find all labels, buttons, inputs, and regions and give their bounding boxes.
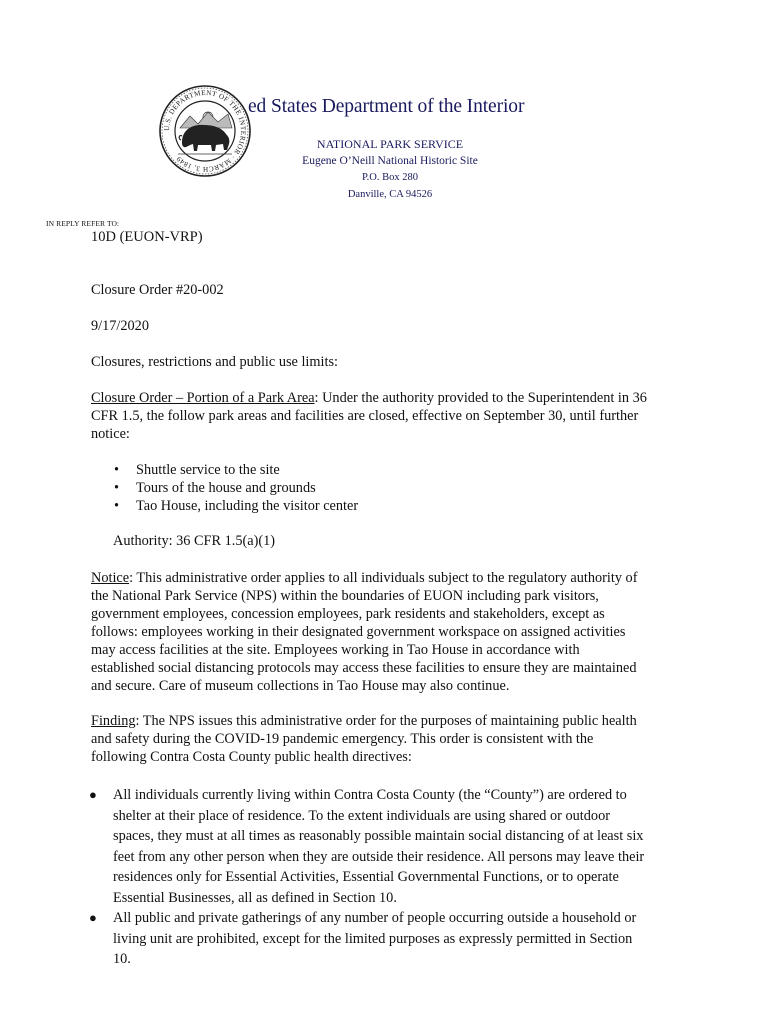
directive-line: shelter at their place of residence. To the extent individuals are using shared or outdoor bbox=[113, 807, 610, 824]
closure-line: : Under the authority provided to the Superintendent in 36 bbox=[314, 390, 647, 406]
closure-list bbox=[112, 461, 358, 515]
list-item bbox=[88, 908, 644, 970]
address-box: P.O. Box 280 bbox=[361, 172, 418, 183]
seal-ring-text: U.S. DEPARTMENT OF THE INTERIOR · MARCH 3, 1849 bbox=[162, 88, 248, 174]
bullet-icon: • bbox=[114, 462, 120, 478]
reference-code: 10D (EUON-VRP) bbox=[91, 229, 203, 245]
list-item-text: Shuttle service to the site bbox=[136, 462, 280, 478]
reply-refer-label: IN REPLY REFER TO: bbox=[46, 219, 120, 228]
list-item bbox=[112, 479, 358, 497]
list-item-text: Tao House, including the visitor center bbox=[136, 498, 359, 514]
notice-line: the National Park Service (NPS) within the boundaries of EUON including park visitors, bbox=[91, 588, 599, 604]
list-item-text: Tours of the house and grounds bbox=[136, 480, 316, 496]
directive-line: feet from any other person when they are outside their residence. All persons may leave their bbox=[113, 848, 645, 865]
notice-line: may access facilities at the site. Employees working in Tao House in accordance with bbox=[91, 642, 580, 658]
notice-label: Notice bbox=[91, 570, 130, 586]
finding-line: : The NPS issues this administrative order for the purposes of maintaining public health bbox=[135, 713, 637, 729]
directives-list bbox=[88, 785, 644, 970]
notice-line: and secure. Care of museum collections in Tao House may also continue. bbox=[91, 678, 510, 694]
directive-line: 10. bbox=[113, 951, 131, 967]
order-date: 9/17/2020 bbox=[91, 318, 149, 334]
closure-label: Closure Order – Portion of a Park Area bbox=[91, 390, 315, 406]
authority-line: Authority: 36 CFR 1.5(a)(1) bbox=[113, 533, 276, 549]
closure-line: notice: bbox=[91, 426, 130, 442]
directive-line: living unit are prohibited, except for the limited purposes as expressly permitted in Section bbox=[113, 930, 633, 947]
directive-line: spaces, they must at all times as reasonably possible maintain social distancing of at least six bbox=[113, 828, 644, 844]
doi-seal bbox=[158, 84, 252, 178]
notice-line: follows: employees working in their designated government workspace on assigned activities bbox=[91, 624, 626, 640]
directive-line: Essential Businesses, all as defined in Section 10. bbox=[113, 889, 397, 906]
list-item bbox=[112, 461, 358, 479]
list-item bbox=[112, 497, 358, 515]
directive-line: residences only for Essential Activities, Essential Governmental Functions, or to operate bbox=[113, 869, 619, 885]
bullet-icon: ● bbox=[89, 787, 97, 802]
agency-name: NATIONAL PARK SERVICE bbox=[316, 137, 464, 151]
notice-line: government employees, concession employees, park residents and stakeholders, except as bbox=[91, 606, 605, 622]
closure-order-number: Closure Order #20-002 bbox=[91, 282, 224, 298]
bullet-icon: • bbox=[114, 480, 120, 496]
section-heading: Closures, restrictions and public use limits: bbox=[91, 354, 338, 370]
notice-line: established social distancing protocols may access these facilities to ensure they are maintained bbox=[91, 660, 637, 676]
department-title: ed States Department of the Interior bbox=[248, 96, 525, 117]
finding-label: Finding bbox=[91, 713, 136, 729]
finding-line: following Contra Costa County public health directives: bbox=[91, 749, 412, 765]
finding-paragraph bbox=[91, 712, 691, 766]
bullet-icon: • bbox=[114, 498, 120, 514]
closure-paragraph bbox=[91, 389, 691, 443]
notice-line: : This administrative order applies to all individuals subject to the regulatory authority of bbox=[129, 570, 638, 586]
finding-line: and safety during the COVID-19 pandemic emergency. This order is consistent with the bbox=[91, 731, 594, 747]
site-name: Eugene O’Neill National Historic Site bbox=[302, 155, 478, 167]
closure-line: CFR 1.5, the follow park areas and facilities are closed, effective on September 30, until further bbox=[91, 408, 639, 424]
directive-line: All individuals currently living within Contra Costa County (the “County”) are ordered to bbox=[113, 787, 627, 803]
list-item bbox=[88, 785, 644, 908]
bullet-icon: ● bbox=[89, 910, 97, 925]
notice-paragraph bbox=[91, 569, 691, 695]
directive-line: All public and private gatherings of any number of people occurring outside a household or bbox=[113, 910, 637, 926]
address-city: Danville, CA 94526 bbox=[347, 189, 433, 200]
